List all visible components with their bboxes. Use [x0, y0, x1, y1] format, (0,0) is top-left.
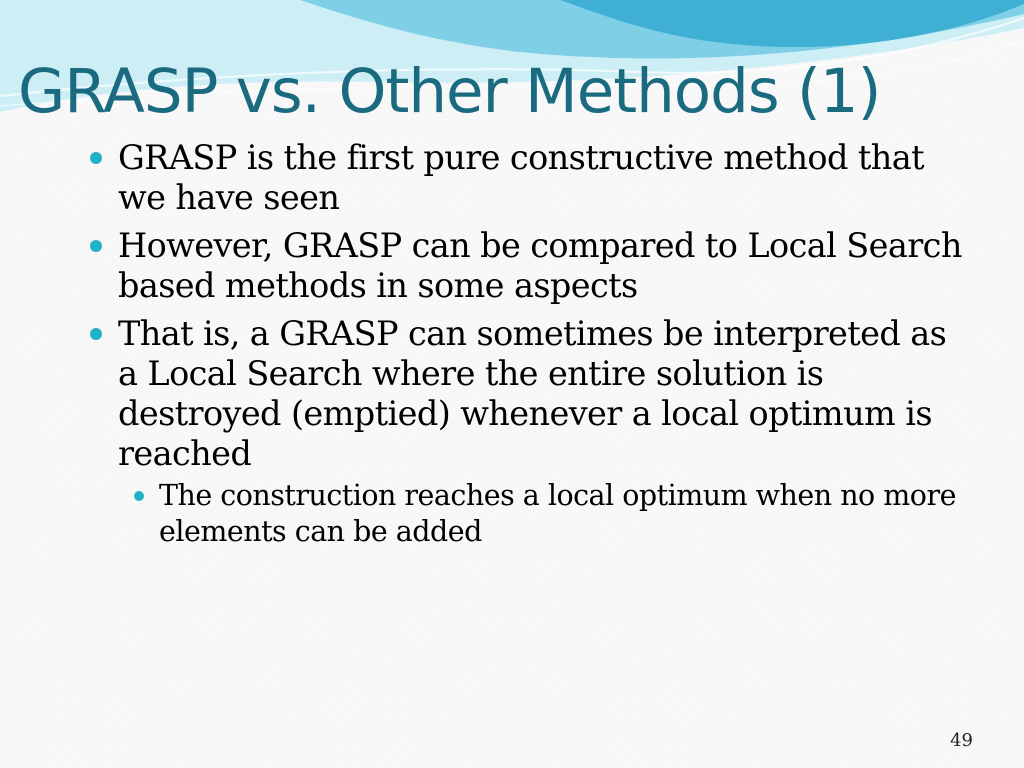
- bullet-text: However, GRASP can be compared to Local Search based methods in some aspects: [118, 226, 962, 305]
- slide-title: GRASP vs. Other Methods (1): [18, 56, 881, 127]
- bullet-dot-icon: [90, 240, 102, 252]
- sub-bullet-item: [118, 478, 968, 550]
- bullet-item: [88, 226, 968, 306]
- bullet-item: [88, 314, 968, 550]
- bullet-text: GRASP is the first pure constructive method that we have seen: [118, 138, 924, 217]
- page-number: 49: [950, 730, 973, 751]
- bullet-dot-icon: [90, 328, 102, 340]
- bullet-list: [88, 138, 968, 558]
- bullet-item: [88, 138, 968, 218]
- sub-bullet-text: The construction reaches a local optimum when no more elements can be added: [159, 479, 956, 548]
- bullet-text: That is, a GRASP can sometimes be interpreted as a Local Search where the entire solution is destroyed (emptied) whenever a local optimum is reached: [118, 314, 947, 473]
- sub-bullet-list: [118, 478, 968, 550]
- sub-bullet-dot-icon: [134, 491, 144, 501]
- bullet-dot-icon: [90, 152, 102, 164]
